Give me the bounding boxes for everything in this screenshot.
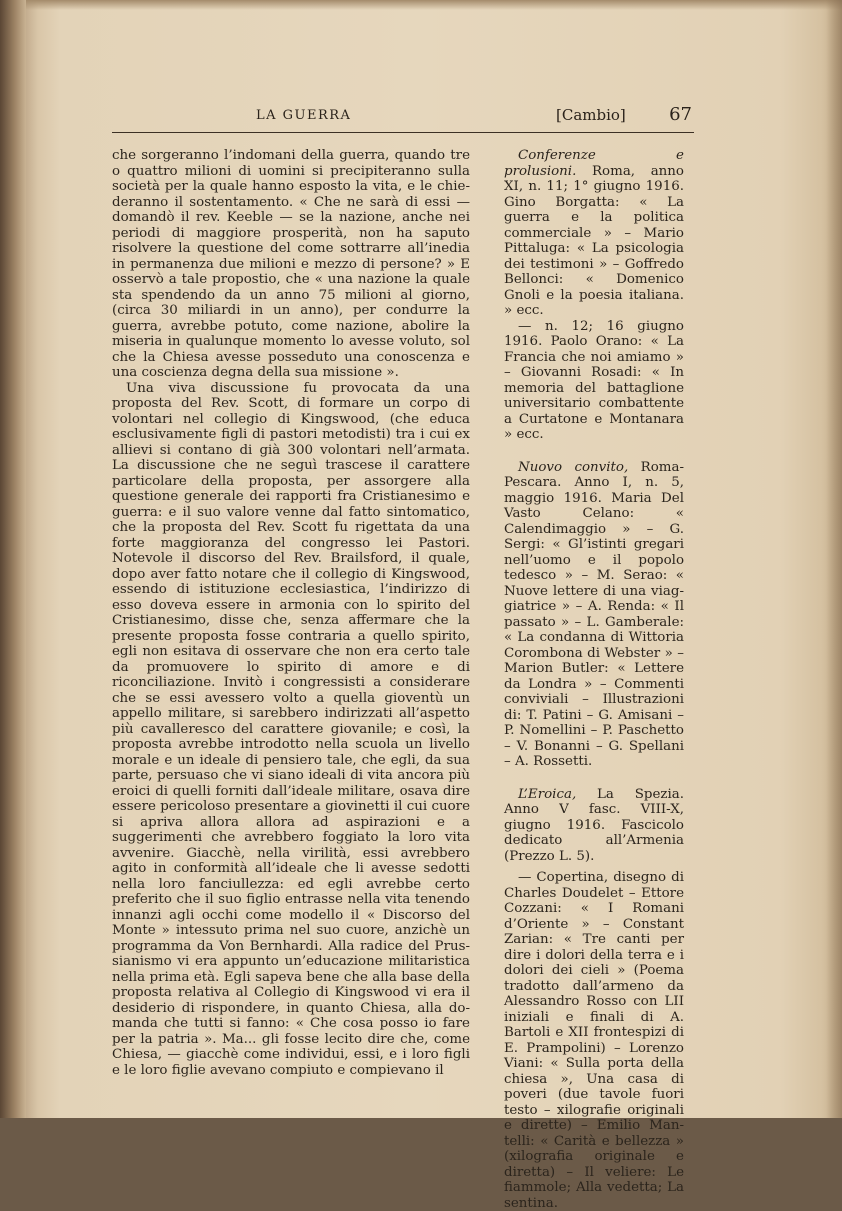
entry-eroica-continued: — Copertina, disegno di Charles Doudelet – Ettore Cozzani: « I Romani d’Oriente » – Constant Zarian: « Tre canti per dire i dolori della terra e i dolori dei cieli » (Poema tradotto dall’armeno da Alessandro Rosso con LII iniziali e finali di A. Bartoli e XII frontespizi di E. Prampolini) – Lorenzo Viani: « Sulla porta della chiesa », Una casa di poveri (due tavole fuori testo – xilografie originali e dirette) – Emilio Mantelli: « Carità e bellezza » (xilografia originale e diretta) – Il veliere: Le fiammole; Alla vedetta; La sentina.: [504, 870, 684, 1211]
entry-nuovo-convito-text: Roma-Pescara. Anno I, n. 5, maggio 1916. Maria Del Vasto Celano: « Calendimaggio » – G. Sergi: « Gl’istinti gregari nell’uomo e il popolo tedesco » – M. Serao: « Nuove lettere di una viaggiatrice » – A. Renda: « Il passato » – L. Gamberale: « La condanna di Wittoria Corombona di Webster » – Marion Butler: « Lettere da Londra » – Commenti conviviali – Illustrazioni di: T. Patini – G. Amisani – P. Nomellini – P. Paschetto – V. Bonanni – G. Spellani – A. Rossetti.: [504, 459, 684, 769]
book-binding: [0, 0, 26, 1118]
page-header: [112, 106, 694, 133]
section-label: [Cambio]: [556, 106, 626, 124]
entry-conferenze-title: Conferenze e prolusioni.: [504, 148, 684, 179]
paragraph-1: che sorgeranno l’indomani della guerra, quando tre o quattro milioni di uomini si precipiteranno sulla società per la quale hanno esposto la vita, e le chiederanno il sostentamento. « Che ne sarà di essi — domandò il rev. Keeble — se la nazione, anche nei periodi di maggiore prosperità, non ha saputo risolvere la questione del come sottrarre all’inedia in permanenza due milioni e mezzo di persone? » E osservò a tale propostio, che « una nazione la quale sta spendendo da un anno 75 milioni al giorno, (circa 30 miliardi in un anno), per condurre la guerra, avrebbe potuto, come nazione, abolire la miseria in qualunque momento lo avesse voluto, sol che la Chiesa avesse posseduto una conoscenza e una coscienza degna della sua missione ».: [112, 148, 470, 380]
entry-nuovo-convito: [504, 460, 684, 770]
entry-conferenze-continued: — n. 12; 16 giugno 1916. Paolo Orano: « La Francia che noi amiamo » – Giovanni Rosadi: « In memoria del battaglione universitario combattente a Curtatone e Montanara » ecc.: [504, 318, 684, 442]
entry-nuovo-convito-title: Nuovo convito,: [518, 459, 629, 475]
entry-eroica-text: La Spezia. Anno V fasc. VIII-X, giugno 1916. Fascicolo dedicato all’Armenia (Prezzo L. 5).: [504, 786, 684, 864]
left-column: [112, 148, 470, 1078]
right-column: [504, 148, 684, 1211]
entry-eroica: [504, 787, 684, 865]
paragraph-2: Una viva discussione fu provocata da una proposta del Rev. Scott, di formare un corpo di volontari nel collegio di Kingswood, (che educa esclusivamente figli di pastori metodisti) tra i cui ex allievi si contano di già 300 volontari nell’armata. La discussione che ne seguì trascese il carattere particolare della proposta, per assorgere alla questione generale dei rapporti fra Cristianesimo e guerra: e il suo valore venne dal fatto sintomatico, che la proposta del Rev. Scott fu rigettata da una forte maggioranza del congresso lei Pastori. Notevole il discorso del Rev. Brailsford, il quale, dopo aver fatto notare che il collegio di Kingswood, essendo di istituzione ecclesiastica, l’indirizzo di esso doveva essere in armonia con lo spirito del Cristianesimo, disse che, senza affermare che la presente proposta fosse contraria a quello spirito, egli non esitava di osservare che non era certo tale da promuovere lo spirito di amore e di riconciliazione. Invitò i congressisti a considerare che se essi avessero volto a quella gioventù un appello militare, si sarebbero indirizzati all’aspetto più cavalleresco del carattere giovanile; e così, la proposta avrebbe introdotto nella scuola un livello morale e un ideale di pensiero tale, che egli, da sua parte, persuaso che vi siano ideali di vita ancora più eroici di quelli forniti dall’ideale militare, osava dire essere pericoloso presentare a giovinetti il cui cuore si apriva allora allora ad aspirazioni e a suggerimenti che avrebbero foggiato la loro vita avvenire. Giacchè, nella virilità, essi avrebbero agito in conformità all’ideale che li avesse sedotti nella loro fanciullezza: ed egli avrebbe certo preferito che il suo figlio entrasse nella vita tenendo innanzi agli occhi come modello il « Discorso del Monte » intessuto prima nel suo cuore, anzichè un programma da Von Bernhardi. Alla radice del Prussianismo vi era appunto un’educazione militaristica nella prima età. Egli sapeva bene che alla base della proposta relativa al Collegio di Kingswood vi era il desiderio di rispondere, in quanto Chiesa, alla domanda che tutti si fanno: « Che cosa posso io fare per la patria ». Ma... gli fosse lecito dire che, come Chiesa, — giacchè come individui, essi, e i loro figli e le loro figlie avevano compiuto e compievano il: [112, 380, 470, 1078]
running-title: LA GUERRA: [256, 108, 352, 123]
page-right-edge: [826, 0, 842, 1118]
entry-conferenze-text: Roma, anno XI, n. 11; 1° giugno 1916. Gino Borgatta: « La guerra e la politica commerciale » – Mario Pittaluga: « La psicologia dei testimoni » – Goffredo Bellonci: « Domenico Gnoli e la poesia italiana. » ecc.: [504, 163, 684, 318]
entry-conferenze: [504, 148, 684, 319]
page-top-edge: [26, 0, 842, 10]
entry-eroica-title: L’Eroica,: [518, 786, 577, 802]
page-number: 67: [669, 104, 692, 125]
